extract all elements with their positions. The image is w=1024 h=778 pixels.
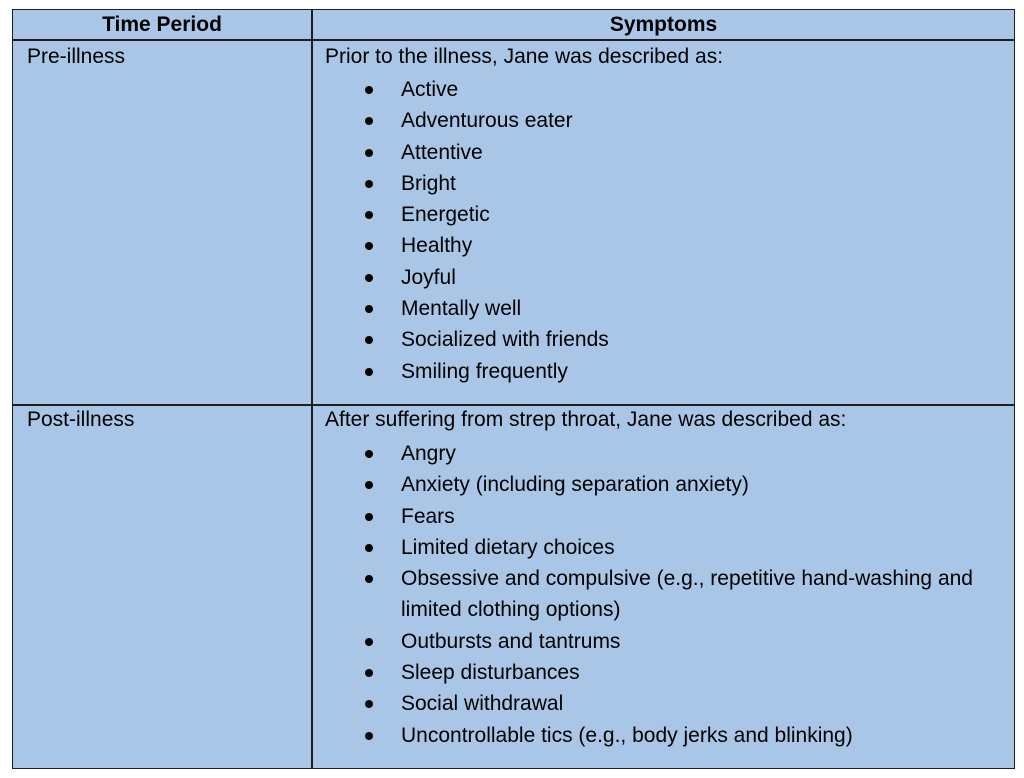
pre-illness-list bbox=[361, 74, 1011, 387]
column-divider bbox=[311, 10, 313, 768]
list-item: Obsessive and compulsive (e.g., repetitive hand-washing and limited clothing options) bbox=[361, 563, 1011, 626]
symptoms-table bbox=[12, 9, 1015, 769]
list-item: Bright bbox=[361, 168, 1011, 199]
list-item: Anxiety (including separation anxiety) bbox=[361, 469, 1011, 500]
list-item: Uncontrollable tics (e.g., body jerks and blinking) bbox=[361, 720, 1011, 751]
intro-post-illness: After suffering from strep throat, Jane was described as: bbox=[325, 408, 847, 431]
post-illness-list bbox=[361, 438, 1011, 751]
list-item: Joyful bbox=[361, 262, 1011, 293]
list-item: Fears bbox=[361, 501, 1011, 532]
header-symptoms: Symptoms bbox=[609, 13, 718, 36]
list-item: Attentive bbox=[361, 137, 1011, 168]
list-item: Socialized with friends bbox=[361, 324, 1011, 355]
row-divider bbox=[13, 404, 1014, 406]
list-item: Outbursts and tantrums bbox=[361, 626, 1011, 657]
list-item: Social withdrawal bbox=[361, 688, 1011, 719]
header-time-period: Time Period bbox=[102, 13, 222, 36]
intro-pre-illness: Prior to the illness, Jane was described as: bbox=[325, 45, 724, 68]
list-item: Mentally well bbox=[361, 293, 1011, 324]
list-item: Limited dietary choices bbox=[361, 532, 1011, 563]
period-post-illness: Post-illness bbox=[27, 408, 135, 431]
list-item: Adventurous eater bbox=[361, 105, 1011, 136]
list-item: Angry bbox=[361, 438, 1011, 469]
list-item: Energetic bbox=[361, 199, 1011, 230]
list-item: Active bbox=[361, 74, 1011, 105]
list-item: Sleep disturbances bbox=[361, 657, 1011, 688]
list-item: Healthy bbox=[361, 230, 1011, 261]
period-pre-illness: Pre-illness bbox=[27, 45, 126, 68]
list-item: Smiling frequently bbox=[361, 356, 1011, 387]
